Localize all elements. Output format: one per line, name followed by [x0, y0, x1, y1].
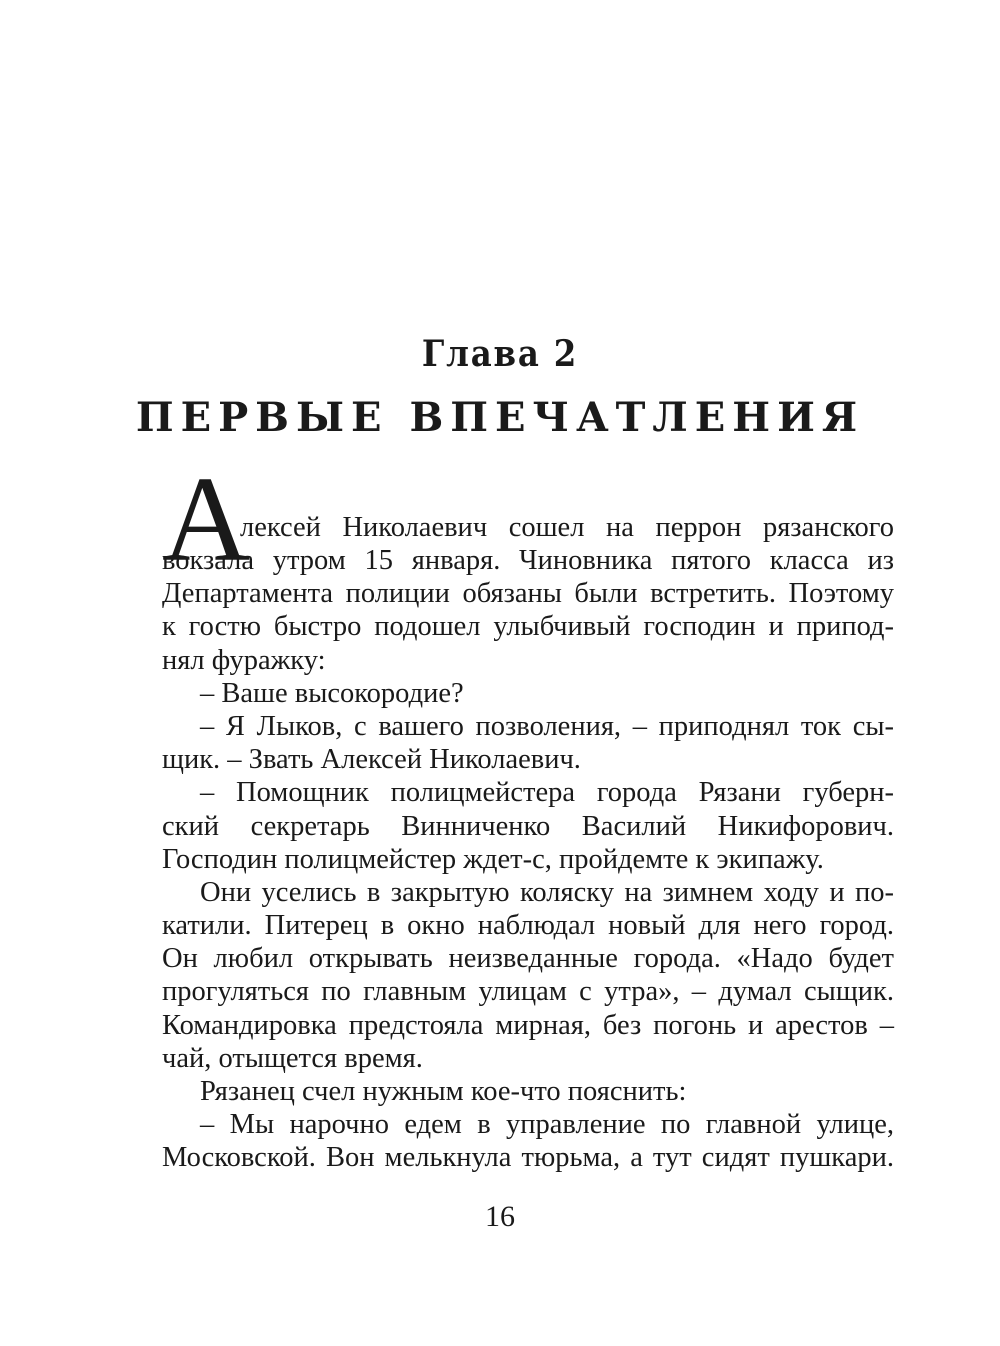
- text-line: к гостю быстро подошел улыбчивый господин и припод-: [162, 611, 894, 643]
- text-line: ский секретарь Винниченко Василий Никифорович.: [162, 810, 894, 842]
- chapter-number: Глава 2: [421, 333, 579, 375]
- text-line: Департамента полиции обязаны были встретить. Поэтому: [162, 578, 894, 610]
- text-line: Господин полицмейстер ждет-с, пройдемте к экипажу.: [162, 843, 824, 875]
- text-line: нял фуражку:: [162, 644, 326, 676]
- text-line: Они уселись в закрытую коляску на зимнем ходу и по-: [200, 876, 894, 908]
- text-line: катили. Питерец в окно наблюдал новый для него город.: [162, 910, 894, 942]
- text-line: Он любил открывать неизведанные города. «Надо будет: [162, 943, 894, 975]
- text-line: Московской. Вон мелькнула тюрьма, а тут сидят пушкари.: [162, 1142, 894, 1174]
- text-line: чай, отыщется время.: [162, 1042, 423, 1074]
- text-line: Рязанец счел нужным кое-что пояснить:: [200, 1076, 687, 1107]
- text-line: прогуляться по главным улицам с утра», – думал сыщик.: [162, 976, 894, 1008]
- chapter-title: ПЕРВЫЕ ВПЕЧАТЛЕНИЯ: [135, 394, 865, 441]
- text-line: – Я Лыков, с вашего позволения, – приподнял ток сы-: [200, 710, 894, 742]
- text-line: щик. – Звать Алексей Николаевич.: [162, 744, 581, 776]
- text-line: – Мы нарочно едем в управление по главной улице,: [200, 1109, 894, 1141]
- page-number: 16: [485, 1200, 515, 1233]
- drop-cap: А: [162, 452, 251, 587]
- body-text: [162, 452, 894, 1175]
- text-line: вокзала утром 15 января. Чиновника пятого класса из: [162, 545, 894, 576]
- text-line: – Помощник полицмейстера города Рязани губерн-: [200, 777, 894, 809]
- text-line: лексей Николаевич сошел на перрон рязанского: [240, 512, 894, 543]
- text-line: Командировка предстояла мирная, без погонь и арестов –: [162, 1009, 894, 1041]
- text-line: – Ваше высокородие?: [200, 677, 464, 709]
